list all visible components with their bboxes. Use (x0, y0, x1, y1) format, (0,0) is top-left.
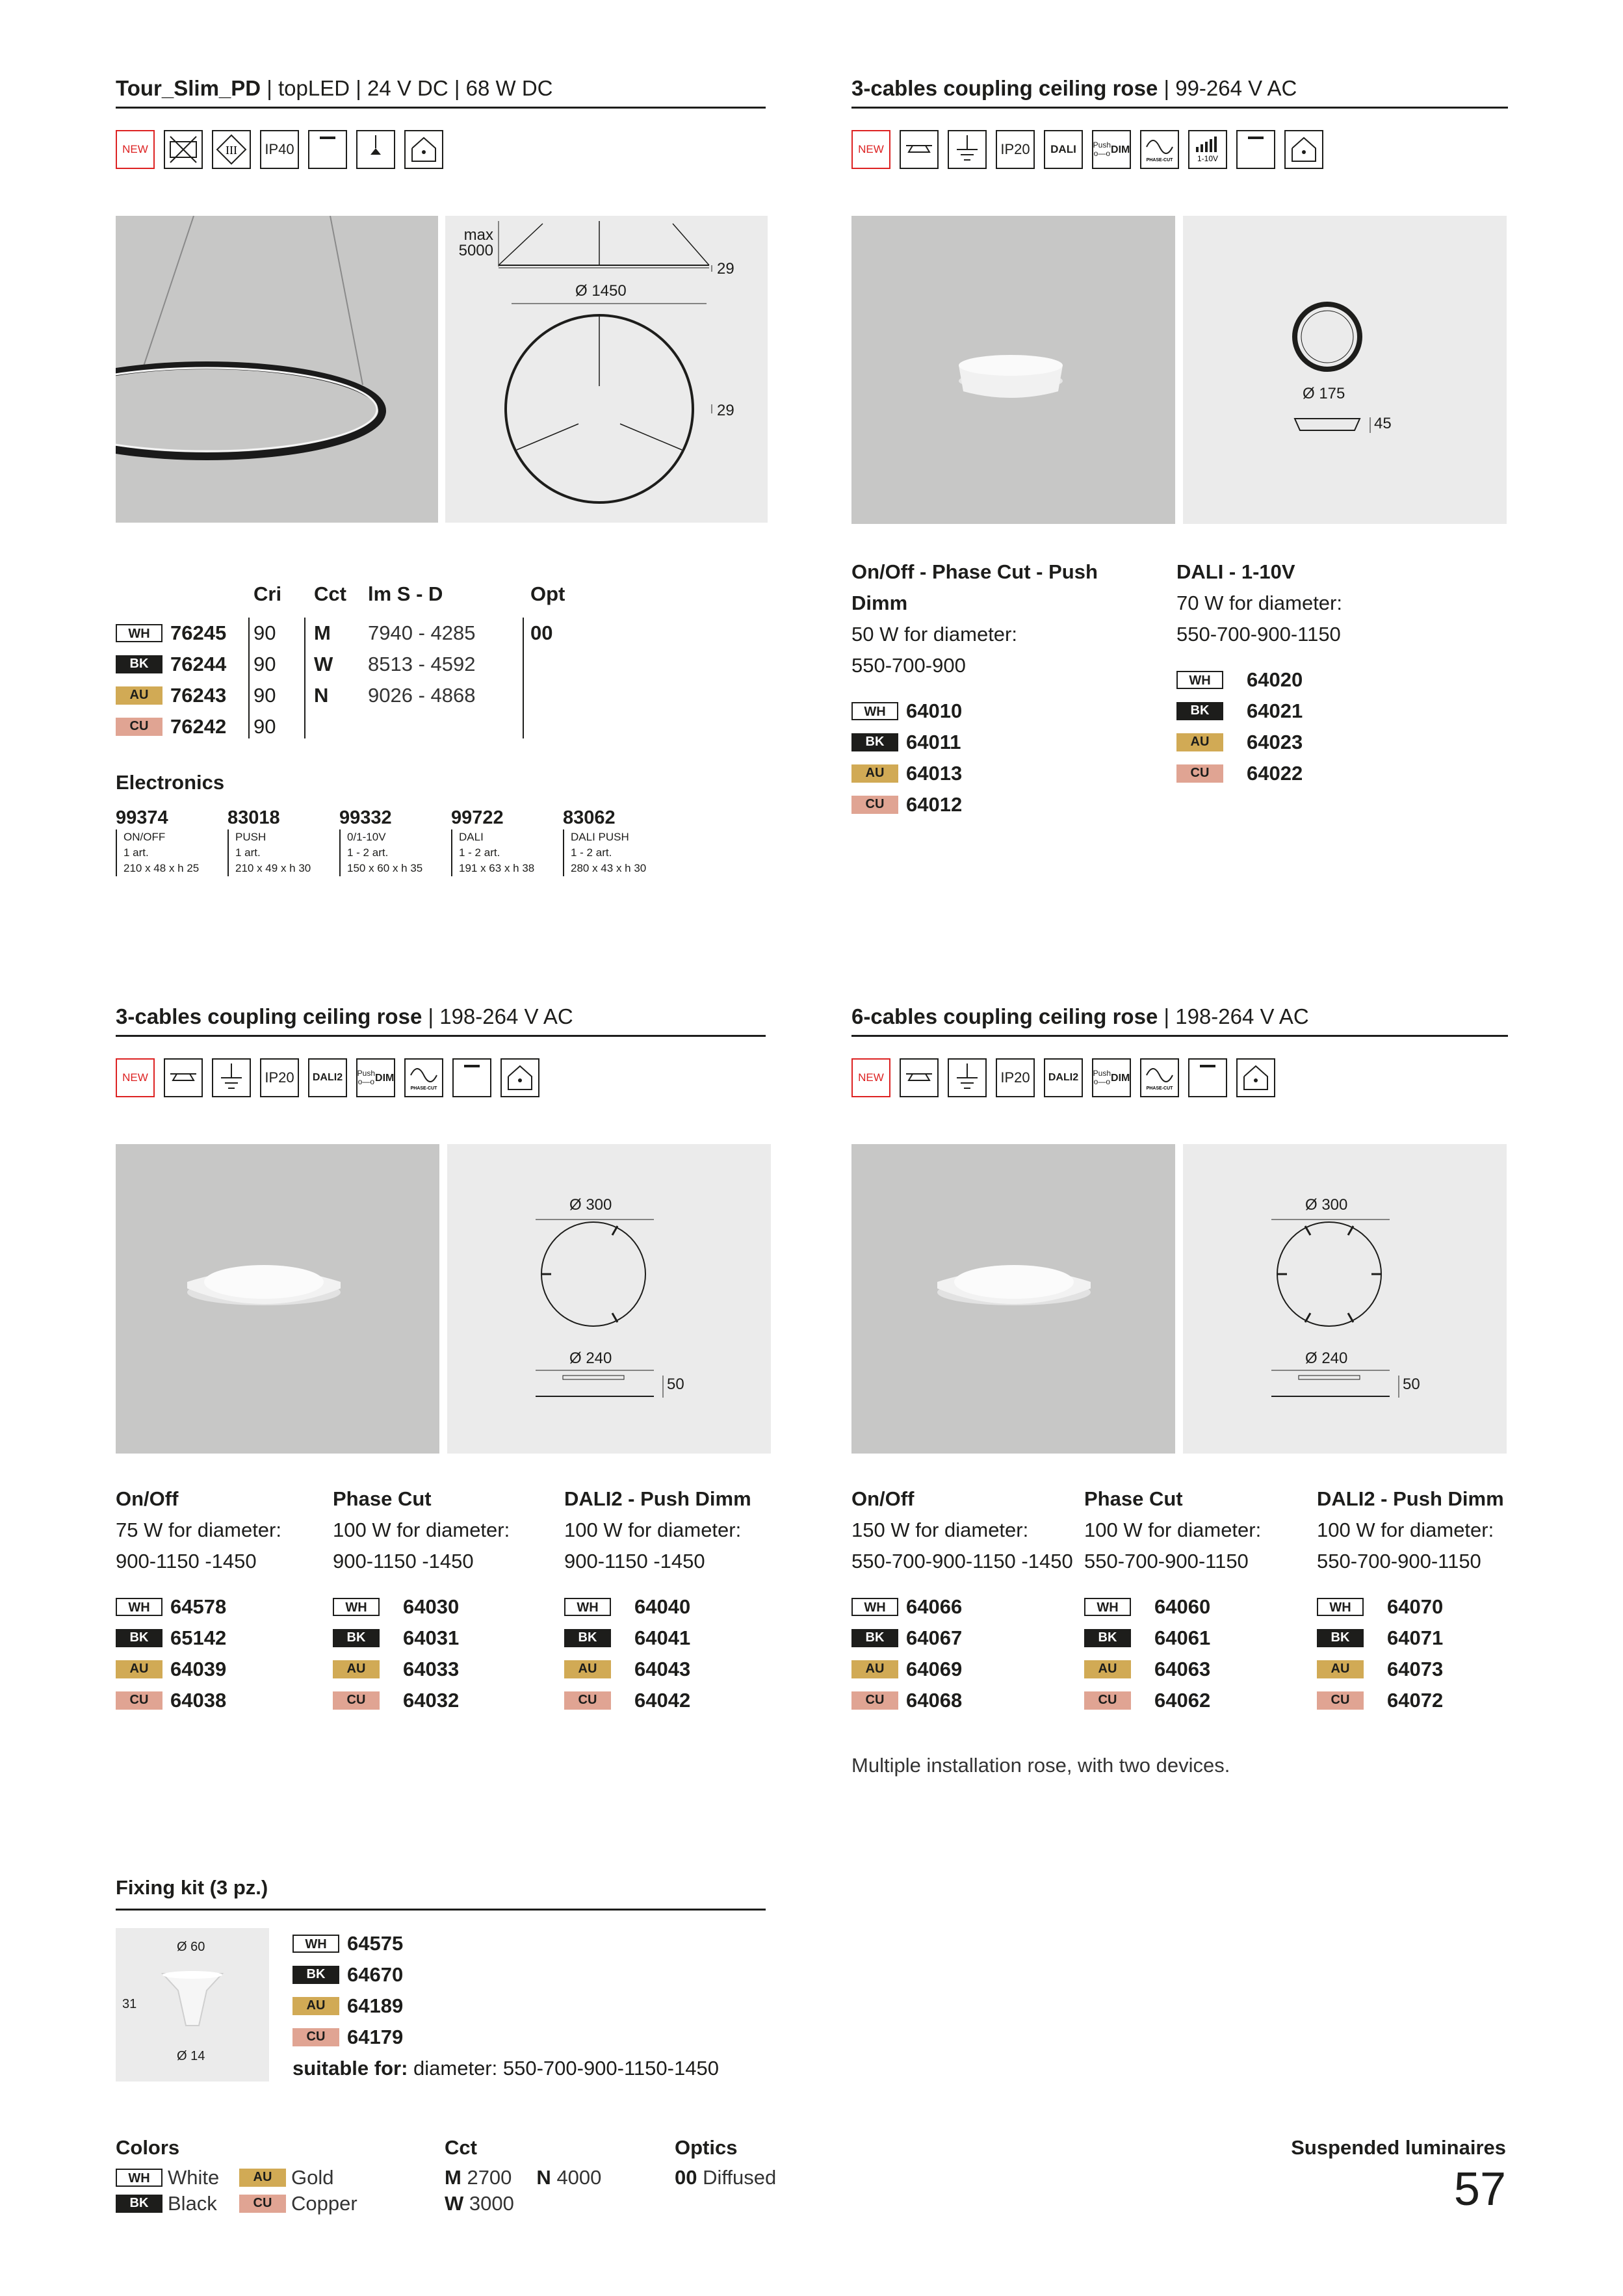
variant-group: DALI2 - Push Dimm 100 W for diameter: 900-1150 -1450 WH 64040 BK 64041 AU 64043 CU 64042 (564, 1487, 751, 1712)
feature-icons-row (851, 1058, 1275, 1100)
feature-icons-row (116, 130, 443, 172)
feature-icons-row (116, 1058, 539, 1100)
product-photo-tour-slim (116, 216, 438, 523)
section-rule (851, 107, 1508, 109)
section-title-rose-6-cables: 6-cables coupling ceiling rose | 198-264 V AC (851, 1004, 1309, 1028)
phase-cut-icon (404, 1058, 443, 1097)
footer-optics-legend: 00 Diffused (675, 2166, 777, 2189)
dali2-icon: DALI2 (308, 1058, 347, 1097)
variants-table (116, 579, 766, 741)
class-iii-icon (212, 130, 251, 169)
diameter-top-label: Ø 60 (177, 1940, 205, 1954)
ceiling-icon (900, 1058, 939, 1097)
earth-icon (948, 130, 987, 169)
electronics-title: Electronics (116, 771, 225, 794)
article-code: 64042 (634, 1689, 691, 1712)
footer-colors-legend: WH White AU Gold BK Black CU Copper (116, 2165, 369, 2217)
col-header-cri: Cri (253, 582, 282, 605)
svg-text:PHASE-CUT: PHASE-CUT (1146, 1086, 1173, 1091)
cri-value: 90 (253, 653, 276, 675)
new-badge: NEW (851, 130, 890, 169)
earth-icon (212, 1058, 251, 1097)
svg-text:III: III (226, 144, 237, 157)
diameter-inner-label: Ø 240 (569, 1350, 612, 1367)
section-title-rose-3-cables-b: 3-cables coupling ceiling rose | 198-264 V AC (116, 1004, 573, 1028)
article-code: 64012 (906, 793, 963, 816)
new-badge: NEW (116, 130, 155, 169)
push-dim-icon: Push o—o DIM (356, 1058, 395, 1097)
fixing-kit-drawing (116, 1928, 269, 2081)
article-code: 64070 (1387, 1595, 1444, 1618)
height-label-top: 29 (717, 260, 734, 278)
ip-rating-label: IP40 (260, 130, 299, 169)
footer-colors-title: Colors (116, 2136, 180, 2159)
article-code: 64068 (906, 1689, 963, 1712)
article-code: 64022 (1247, 762, 1303, 785)
section-rule (116, 1035, 766, 1037)
section-title-tour-slim: Tour_Slim_PD | topLED | 24 V DC | 68 W DC (116, 76, 553, 100)
indoor-icon (1236, 1058, 1275, 1097)
article-code: 64071 (1387, 1626, 1444, 1649)
electronics-item: 83018 PUSH 1 art. 210 x 49 x h 30 (227, 806, 339, 876)
article-code: 64031 (403, 1626, 460, 1649)
article-code: 64179 (347, 2026, 404, 2048)
indoor-icon (404, 130, 443, 169)
article-code: 64061 (1154, 1626, 1211, 1649)
variant-group: Phase Cut 100 W for diameter: 900-1150 -1450 WH 64030 BK 64031 AU 64033 CU 64032 (333, 1487, 510, 1712)
article-code: 76242 (170, 715, 227, 738)
col-header-cct: Cct (314, 582, 346, 605)
col-header-opt: Opt (530, 582, 565, 605)
article-code: 64069 (906, 1658, 963, 1680)
variant-group: On/Off 75 W for diameter: 900-1150 -1450 WH 64578 BK 65142 AU 64039 CU 64038 (116, 1487, 281, 1712)
variant-group: On/Off - Phase Cut - Push Dimm 50 W for diameter: 550-700-900 WH 64010 BK 64011 AU 64013 CU 64012 (851, 560, 1098, 816)
footer-cct-title: Cct (445, 2136, 477, 2159)
variant-group: On/Off 150 W for diameter: 550-700-900-1150 -1450 WH 64066 BK 64067 AU 64069 CU 64068 (851, 1487, 1073, 1712)
electronics-item: 99332 0/1-10V 1 - 2 art. 150 x 60 x h 35 (339, 806, 451, 876)
article-code: 64067 (906, 1626, 963, 1649)
article-code: 64041 (634, 1626, 691, 1649)
height-label: 45 (1374, 415, 1392, 432)
article-code: 64010 (906, 699, 963, 722)
optic-value: 00 (530, 621, 553, 644)
push-dim-icon: Push o—o DIM (1092, 130, 1131, 169)
article-code: 65142 (170, 1626, 227, 1649)
ceiling-icon (900, 130, 939, 169)
suitable-for-text: suitable for: diameter: 550-700-900-1150-1450 (292, 2057, 719, 2080)
article-code: 64670 (347, 1963, 404, 1986)
article-code: 64033 (403, 1658, 460, 1680)
one-ten-volt-icon (1188, 130, 1227, 169)
cct-value: W (314, 653, 333, 675)
electronics-item: 83062 DALI PUSH 1 - 2 art. 280 x 43 x h 30 (563, 806, 675, 876)
article-code: 64038 (170, 1689, 227, 1712)
new-badge: NEW (116, 1058, 155, 1097)
lumen-value: 9026 - 4868 (368, 684, 476, 707)
article-code: 64043 (634, 1658, 691, 1680)
height-label: 50 (1403, 1376, 1420, 1393)
lumen-value: 8513 - 4592 (368, 653, 476, 675)
lumen-value: 7940 - 4285 (368, 621, 476, 644)
cri-value: 90 (253, 621, 276, 644)
ip-rating-label: IP20 (996, 130, 1035, 169)
section-rule (116, 1909, 766, 1911)
electronics-item: 99374 ON/OFF 1 art. 210 x 48 x h 25 (116, 806, 227, 876)
article-code: 64020 (1247, 668, 1303, 691)
diameter-outer-label: Ø 300 (1305, 1196, 1348, 1214)
indoor-icon (500, 1058, 539, 1097)
article-code: 64063 (1154, 1658, 1211, 1680)
article-code: 64040 (634, 1595, 691, 1618)
phase-cut-icon (1140, 130, 1179, 169)
cri-value: 90 (253, 715, 276, 738)
color-badge: AU (116, 686, 162, 705)
article-code: 64072 (1387, 1689, 1444, 1712)
diameter-label: Ø 175 (1303, 385, 1345, 402)
variant-group: DALI - 1-10V 70 W for diameter: 550-700-900-1150 WH 64020 BK 64021 AU 64023 CU 64022 (1176, 560, 1342, 785)
variant-group: Phase Cut 100 W for diameter: 550-700-900-1150 WH 64060 BK 64061 AU 64063 CU 64062 (1084, 1487, 1262, 1712)
diameter-inner-label: Ø 240 (1305, 1350, 1348, 1367)
ceiling-icon (164, 1058, 203, 1097)
surface-icon (1236, 130, 1275, 169)
pendant-icon (356, 130, 395, 169)
height-label-ring: 29 (717, 402, 734, 419)
article-code: 64013 (906, 762, 963, 785)
height-label: 50 (667, 1376, 684, 1393)
ip-rating-label: IP20 (260, 1058, 299, 1097)
table-row (116, 649, 226, 680)
technical-drawing-rose-6 (1183, 1144, 1507, 1454)
note-text: Multiple installation rose, with two devices. (851, 1754, 1230, 1777)
svg-text:1-10V: 1-10V (1197, 154, 1219, 163)
article-code: 64066 (906, 1595, 963, 1618)
article-code: 64578 (170, 1595, 227, 1618)
article-code: 64039 (170, 1658, 227, 1680)
surface-icon (452, 1058, 491, 1097)
fixing-kit-codes: WH 64575 BK 64670 AU 64189 CU 64179 suitable for: diameter: 550-700-900-1150-1450 (292, 1928, 719, 2084)
earth-icon (948, 1058, 987, 1097)
article-code: 64023 (1247, 731, 1303, 753)
diameter-label: Ø 1450 (575, 282, 627, 300)
svg-text:PHASE-CUT: PHASE-CUT (1146, 158, 1173, 163)
technical-drawing-tour-slim (445, 216, 768, 523)
feature-icons-row (851, 130, 1323, 172)
section-title-rose-3-cables-a: 3-cables coupling ceiling rose | 99-264 V AC (851, 76, 1297, 100)
footer-optics-title: Optics (675, 2136, 738, 2159)
article-code: 64575 (347, 1932, 404, 1955)
color-badge: WH (116, 624, 162, 642)
diameter-bottom-label: Ø 14 (177, 2049, 205, 2063)
indoor-icon (1284, 130, 1323, 169)
article-code: 64062 (1154, 1689, 1211, 1712)
article-code: 64032 (403, 1689, 460, 1712)
surface-icon (1188, 1058, 1227, 1097)
cri-value: 90 (253, 684, 276, 707)
col-header-lm: lm S - D (368, 582, 443, 605)
color-badge: CU (116, 718, 162, 736)
surface-icon (308, 130, 347, 169)
section-title-fixing-kit: Fixing kit (3 pz.) (116, 1876, 268, 1899)
table-row (116, 618, 226, 649)
new-badge: NEW (851, 1058, 890, 1097)
article-code: 64021 (1247, 699, 1303, 722)
cct-value: N (314, 684, 329, 707)
article-code: 76244 (170, 653, 227, 675)
article-code: 64030 (403, 1595, 460, 1618)
cct-value: M (314, 621, 331, 644)
electronics-item: 99722 DALI 1 - 2 art. 191 x 63 x h 38 (451, 806, 563, 876)
variant-group: DALI2 - Push Dimm 100 W for diameter: 550-700-900-1150 WH 64070 BK 64071 AU 64073 CU 64072 (1317, 1487, 1504, 1712)
ip-rating-label: IP20 (996, 1058, 1035, 1097)
footer-category: Suspended luminaires (1291, 2136, 1506, 2159)
footer-cct-legend: M 2700 N 4000 W 3000 (445, 2166, 602, 2215)
article-code: 76245 (170, 621, 227, 644)
technical-drawing-rose-a (1183, 216, 1507, 524)
dali2-icon: DALI2 (1044, 1058, 1083, 1097)
article-code: 76243 (170, 684, 227, 707)
electronics-list (116, 806, 675, 876)
article-code: 64189 (347, 1994, 404, 2017)
dali-icon: DALI (1044, 130, 1083, 169)
max-label: max 5000 (458, 226, 493, 259)
product-photo-rose-6 (851, 1144, 1175, 1454)
technical-drawing-rose-b (447, 1144, 771, 1454)
table-row (116, 711, 226, 742)
product-photo-rose-a (851, 216, 1175, 524)
product-photo-rose-b (116, 1144, 439, 1454)
push-dim-icon: Push o—o DIM (1092, 1058, 1131, 1097)
phase-cut-icon (1140, 1058, 1179, 1097)
diameter-outer-label: Ø 300 (569, 1196, 612, 1214)
page-number: 57 (1453, 2163, 1506, 2215)
article-code: 64073 (1387, 1658, 1444, 1680)
table-row (116, 680, 226, 711)
height-label: 31 (122, 1997, 137, 2011)
section-rule (851, 1035, 1508, 1037)
article-code: 64060 (1154, 1595, 1211, 1618)
article-code: 64011 (906, 731, 961, 753)
color-badge: BK (116, 655, 162, 673)
no-insulation-icon (164, 130, 203, 169)
svg-text:PHASE-CUT: PHASE-CUT (410, 1086, 437, 1091)
section-rule (116, 107, 766, 109)
